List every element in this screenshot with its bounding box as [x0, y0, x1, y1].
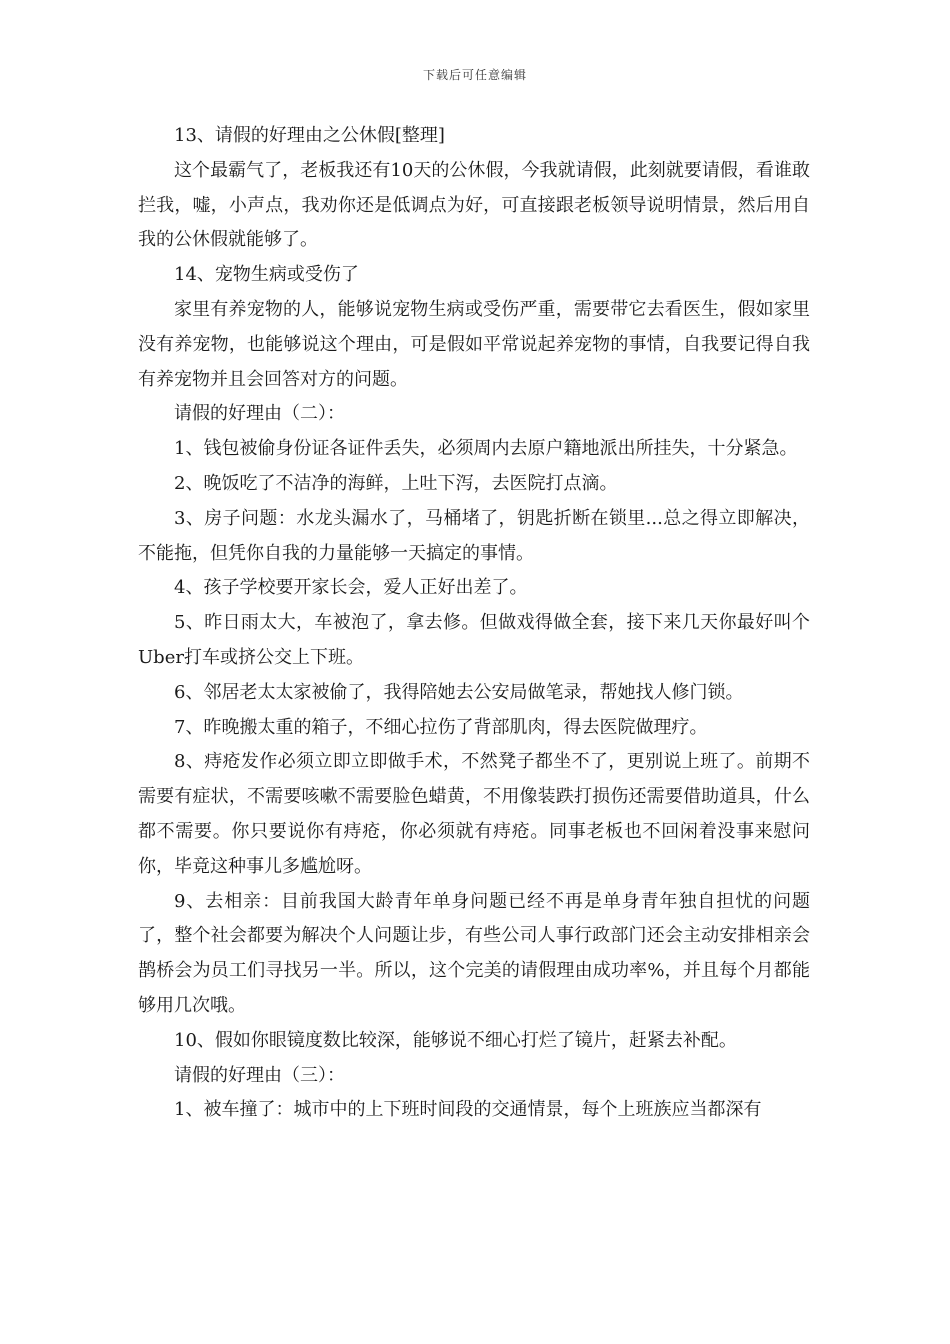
section-heading: 请假的好理由（三）： — [174, 1064, 345, 1086]
list-item: 2、晚饭吃了不洁净的海鲜，上吐下泻，去医院打点滴。 — [174, 472, 618, 494]
paragraph: 这个最霸气了，老板我还有10天的公休假，今我就请假，此刻就要请假，看谁敢拦我，嘘，小声点，我劝你还是低调点为好，可直接跟老板领导说明情景，然后用自我的公休假就能够了。 — [138, 159, 810, 251]
paragraph-heading-13: 13、请假的好理由之公休假[整理] — [174, 125, 445, 146]
list-item: 5、昨日雨太大，车被泡了，拿去修。但做戏得做全套，接下来几天你最好叫个Uber打车或挤公交上下班。 — [138, 612, 810, 668]
paragraph-heading-14: 14、宠物生病或受伤了 — [174, 264, 359, 286]
list-item: 1、被车撞了：城市中的上下班时间段的交通情景，每个上班族应当都深有 — [174, 1099, 762, 1121]
list-item: 1、钱包被偷身份证各证件丢失，必须周内去原户籍地派出所挂失，十分紧急。 — [174, 438, 798, 460]
list-item: 6、邻居老太太家被偷了，我得陪她去公安局做笔录，帮她找人修门锁。 — [174, 681, 744, 703]
document-body — [138, 119, 810, 1128]
list-item: 10、假如你眼镜度数比较深，能够说不细心打烂了镜片，赶紧去补配。 — [174, 1029, 737, 1051]
list-item: 9、去相亲：目前我国大龄青年单身问题已经不再是单身青年独自担忧的问题了，整个社会都要为解决个人问题让步，有些公司人事行政部门还会主动安排相亲会鹊桥会为员工们寻找另一半。所以，这个完美的请假理由成功率%，并且每个月都能够用几次哦。 — [138, 890, 810, 1016]
list-item: 8、痔疮发作必须立即立即做手术，不然凳子都坐不了，更别说上班了。前期不需要有症状，不需要咳嗽不需要脸色蜡黄，不用像装跌打损伤还需要借助道具，什么都不需要。你只要说你有痔疮，你必须就有痔疮。同事老板也不回闲着没事来慰问你，毕竟这种事儿多尴尬呀。 — [138, 751, 810, 877]
header-note: 下载后可任意编辑 — [422, 68, 527, 82]
list-item: 4、孩子学校要开家长会，爱人正好出差了。 — [174, 577, 528, 599]
paragraph: 家里有养宠物的人，能够说宠物生病或受伤严重，需要带它去看医生，假如家里没有养宠物，也能够说这个理由，可是假如平常说起养宠物的事情，自我要记得自我有养宠物并且会回答对方的问题。 — [138, 298, 810, 390]
section-heading: 请假的好理由（二）： — [174, 403, 345, 425]
list-item: 7、昨晚搬太重的箱子，不细心拉伤了背部肌肉，得去医院做理疗。 — [174, 716, 708, 738]
list-item: 3、房子问题：水龙头漏水了，马桶堵了，钥匙折断在锁里...总之得立即解决，不能拖，但凭你自我的力量能够一天搞定的事情。 — [138, 507, 810, 564]
